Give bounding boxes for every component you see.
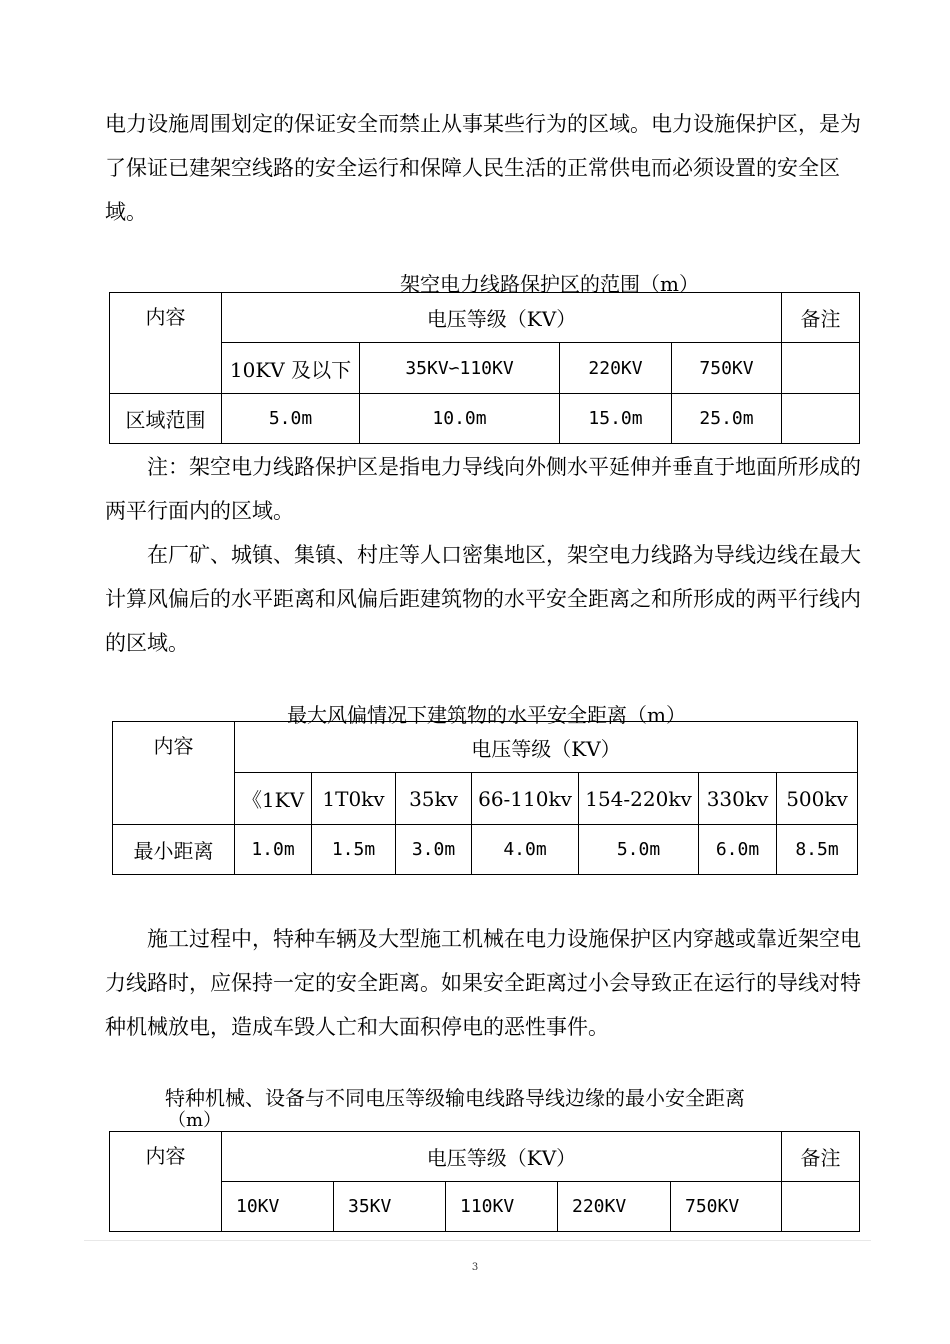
table2-level: 154-220kv: [579, 773, 699, 825]
table1-voltage-header: 电压等级（KV）: [222, 293, 782, 343]
table3-remark-header: 备注: [782, 1132, 860, 1182]
table1-row-label: 区域范围: [110, 394, 222, 444]
table2-value: 5.0m: [579, 825, 699, 875]
table1-value: 25.0m: [672, 394, 782, 444]
table-building-distance: [112, 721, 858, 875]
table3-level: 110KV: [446, 1182, 558, 1232]
table1-level: 220KV: [560, 343, 672, 394]
table3-level: 220KV: [558, 1182, 671, 1232]
table1-level: 750KV: [672, 343, 782, 394]
table2-level: 500kv: [777, 773, 858, 825]
table2-level: 35kv: [396, 773, 472, 825]
table-machinery-distance: [109, 1131, 860, 1232]
table3-caption-unit: （m）: [168, 1110, 222, 1131]
table2-value: 8.5m: [777, 825, 858, 875]
table2-caption: 最大风偏情况下建筑物的水平安全距离（m）: [287, 703, 686, 727]
table2-voltage-header: 电压等级（KV）: [235, 722, 858, 773]
page-number: 3: [471, 1262, 479, 1273]
table1-value: 10.0m: [360, 394, 560, 444]
table1-remark-cell: [782, 394, 860, 444]
table2-value: 4.0m: [472, 825, 579, 875]
paragraph-intro: 电力设施周围划定的保证安全而禁止从事某些行为的区域。电力设施保护区，是为了保证已建架空线路的安全运行和保障人民生活的正常供电而必须设置的安全区域。: [105, 112, 861, 224]
table3-level: 750KV: [671, 1182, 782, 1232]
table3-content-header: 内容: [110, 1132, 222, 1232]
table1-caption: 架空电力线路保护区的范围（m）: [400, 272, 699, 296]
table3-remark-cell: [782, 1182, 860, 1232]
table1-remark-header: 备注: [782, 293, 860, 343]
table2-level: 《1KV: [235, 773, 312, 825]
table2-row-label: 最小距离: [113, 825, 235, 875]
table1-level: 35KV∽110KV: [360, 343, 560, 394]
table3-level: 35KV: [334, 1182, 446, 1232]
paragraph-note: 注：架空电力线路保护区是指电力导线向外侧水平延伸并垂直于地面所形成的两平行面内的区域。: [105, 455, 861, 523]
table1-value: 15.0m: [560, 394, 672, 444]
table1-content-header: 内容: [110, 293, 222, 394]
table1-level: 10KV 及以下: [222, 343, 360, 394]
table2-value: 3.0m: [396, 825, 472, 875]
table1-value: 5.0m: [222, 394, 360, 444]
table1-remark-cell: [782, 343, 860, 394]
table2-level: 1T0kv: [312, 773, 396, 825]
table2-value: 1.5m: [312, 825, 396, 875]
paragraph-dense-area: 在厂矿、城镇、集镇、村庄等人口密集地区，架空电力线路为导线边线在最大计算风偏后的水平距离和风偏后距建筑物的水平安全距离之和所形成的两平行线内的区域。: [105, 543, 861, 655]
table2-level: 66-110kv: [472, 773, 579, 825]
footer-divider: [84, 1240, 871, 1241]
table2-level: 330kv: [699, 773, 777, 825]
table-protection-zone: [109, 292, 860, 444]
table3-voltage-header: 电压等级（KV）: [222, 1132, 782, 1182]
table3-level: 10KV: [222, 1182, 334, 1232]
table2-content-header: 内容: [113, 722, 235, 825]
table3-caption: 特种机械、设备与不同电压等级输电线路导线边缘的最小安全距离: [165, 1086, 745, 1110]
paragraph-construction: 施工过程中，特种车辆及大型施工机械在电力设施保护区内穿越或靠近架空电力线路时，应保持一定的安全距离。如果安全距离过小会导致正在运行的导线对特种机械放电，造成车毁人亡和大面积停电的恶性事件。: [105, 927, 861, 1039]
table2-value: 6.0m: [699, 825, 777, 875]
table2-value: 1.0m: [235, 825, 312, 875]
